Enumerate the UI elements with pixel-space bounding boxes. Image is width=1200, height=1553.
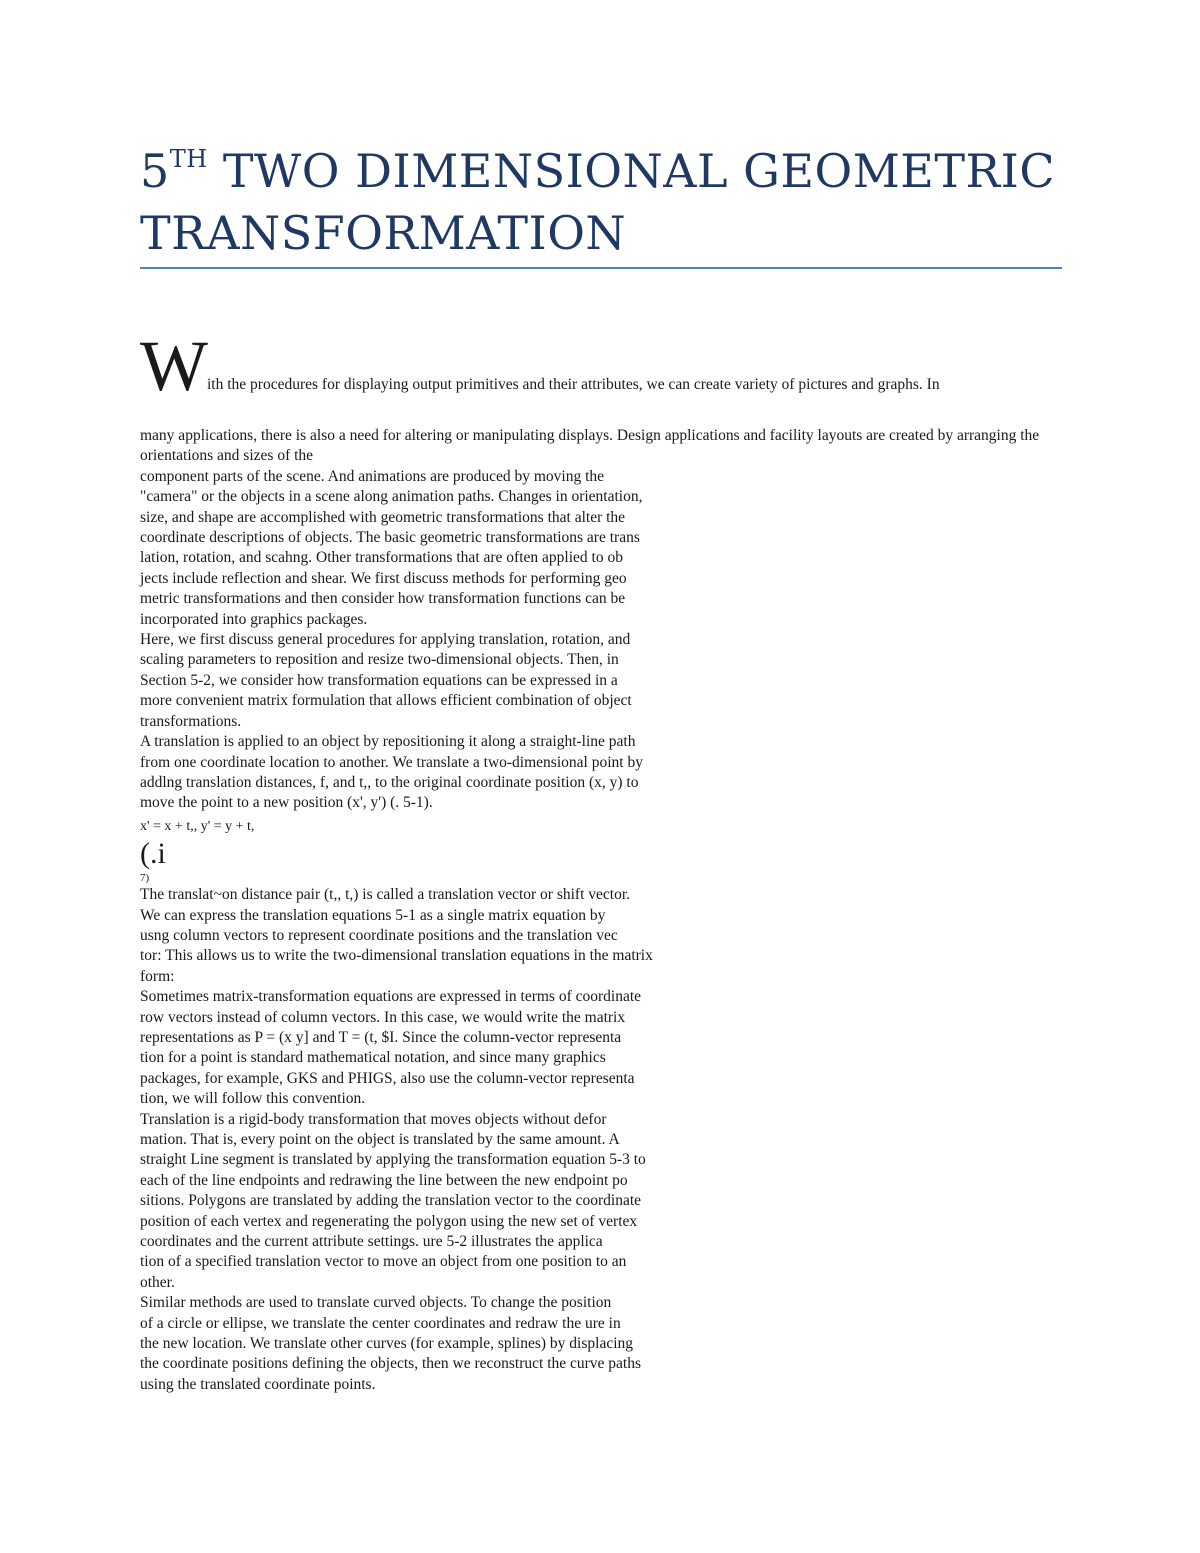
text-line: tion of a specified translation vector to move an object from one position to an: [140, 1253, 627, 1271]
text-line: Similar methods are used to translate curved objects. To change the position: [140, 1294, 612, 1312]
text-line: move the point to a new position (x', y') (. 5-1).: [140, 794, 433, 812]
equation-number: 7): [140, 872, 150, 885]
paragraph-wide: many applications, there is also a need for altering or manipulating displays. Design applications and facility layouts are created by arranging the orientations and sizes of the: [140, 427, 1040, 465]
text-line: Translation is a rigid-body transformation that moves objects without defor: [140, 1110, 607, 1128]
text-line: size, and shape are accomplished with geometric transformations that alter the: [140, 508, 626, 526]
text-line: component parts of the scene. And animations are produced by moving the: [140, 467, 605, 485]
intro-line: ith the procedures for displaying output primitives and their attributes, we can create variety of pictures and graphs. In: [207, 376, 940, 393]
text-line: tor: This allows us to write the two-dimensional translation equations in the matrix: [140, 947, 653, 965]
text-line: more convenient matrix formulation that allows efficient combination of object: [140, 692, 632, 710]
text-line: incorporated into graphics packages.: [140, 610, 368, 628]
title-line2: TRANSFORMATION: [140, 206, 627, 260]
text-line: tion for a point is standard mathematical notation, and since many graphics: [140, 1049, 606, 1067]
text-line: tion, we will follow this convention.: [140, 1090, 366, 1108]
text-line: mation. That is, every point on the object is translated by the same amount. A: [140, 1131, 620, 1148]
text-line: representations as P = (x y] and T = (t, $I. Since the column-vector representa: [140, 1028, 622, 1046]
text-line: other.: [140, 1273, 175, 1291]
text-line: lation, rotation, and scahng. Other transformations that are often applied to ob: [140, 549, 623, 567]
text-line: of a circle or ellipse, we translate the center coordinates and redraw the ure in: [140, 1314, 621, 1332]
title-number: 5: [140, 144, 170, 198]
page-title: [140, 140, 1060, 264]
text-line: Section 5-2, we consider how transformation equations can be expressed in a: [140, 671, 618, 689]
text-line: the coordinate positions defining the objects, then we reconstruct the curve paths: [140, 1355, 642, 1373]
text-line: the new location. We translate other curves (for example, splines) by displacing: [140, 1335, 634, 1353]
equation-fragment: (.i: [140, 837, 166, 871]
text-line: addlng translation distances, f, and t,, to the original coordinate position (x, y) to: [140, 773, 639, 791]
text-line: coordinates and the current attribute settings. ure 5-2 illustrates the applica: [140, 1233, 603, 1251]
text-line: Here, we first discuss general procedures for applying translation, rotation, and: [140, 631, 631, 649]
text-line: metric transformations and then consider how transformation functions can be: [140, 590, 626, 608]
title-line1: TWO DIMENSIONAL GEOMETRIC: [207, 144, 1056, 198]
text-line: packages, for example, GKS and PHIGS, also use the column-vector representa: [140, 1069, 635, 1087]
text-line: from one coordinate location to another. We translate a two-dimensional point by: [140, 753, 643, 771]
text-line: transformations.: [140, 712, 242, 730]
body-text: [140, 426, 1055, 1395]
title-superscript: TH: [169, 145, 208, 173]
text-line: using the translated coordinate points.: [140, 1375, 376, 1393]
text-line: jects include reflection and shear. We first discuss methods for performing geo: [140, 569, 627, 587]
text-line: usng column vectors to represent coordinate positions and the translation vec: [140, 926, 618, 944]
text-line: A translation is applied to an object by repositioning it along a straight-line path: [140, 733, 636, 751]
text-line: Sometimes matrix-transformation equations are expressed in terms of coordinate: [140, 988, 642, 1006]
text-line: "camera" or the objects in a scene along animation paths. Changes in orientation,: [140, 488, 643, 506]
text-line: each of the line endpoints and redrawing the line between the new endpoint po: [140, 1171, 628, 1189]
equation-line: x' = x + t,, y' = y + t,: [140, 818, 255, 834]
text-line: sitions. Polygons are translated by adding the translation vector to the coordinate: [140, 1192, 642, 1210]
title-divider: [140, 267, 1062, 269]
text-line: The translat~on distance pair (t,, t,) is called a translation vector or shift vector.: [140, 886, 631, 904]
text-line: coordinate descriptions of objects. The basic geometric transformations are trans: [140, 529, 640, 547]
text-line: position of each vertex and regenerating the polygon using the new set of vertex: [140, 1212, 638, 1230]
text-lines-1: [140, 467, 1055, 814]
text-line: straight Line segment is translated by applying the transformation equation 5-3 to: [140, 1151, 646, 1169]
text-line: form:: [140, 967, 175, 985]
text-line: scaling parameters to reposition and resize two-dimensional objects. Then, in: [140, 651, 619, 669]
drop-cap: W: [140, 326, 208, 406]
text-line: We can express the translation equations 5-1 as a single matrix equation by: [140, 906, 606, 924]
text-line: row vectors instead of column vectors. In this case, we would write the matrix: [140, 1008, 626, 1026]
text-lines-2: [140, 885, 1055, 1395]
